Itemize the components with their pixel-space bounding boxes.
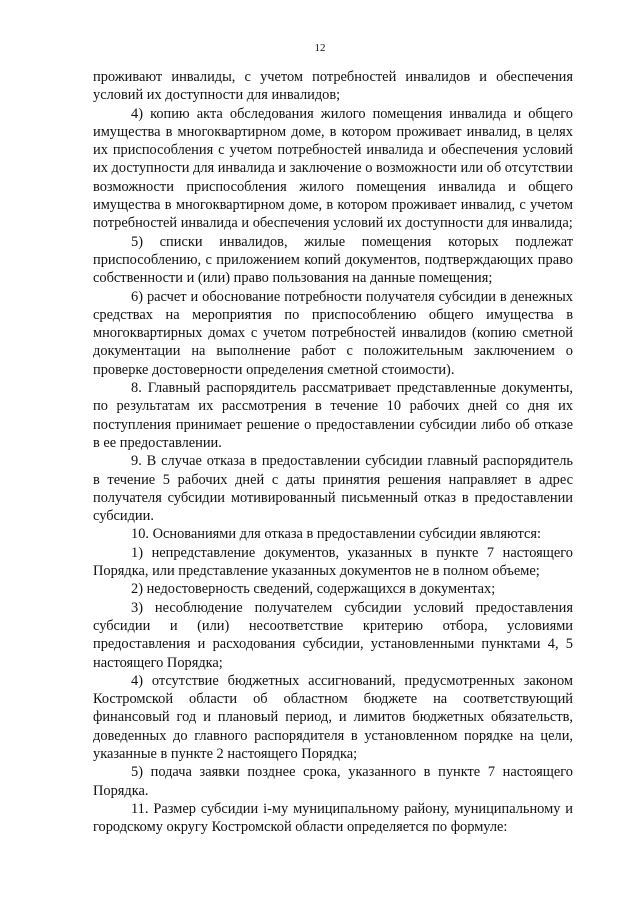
paragraph-item-6: 6) расчет и обоснование потребности получателя субсидии в денежных средствах на мероприятия по приспособлению общего имущества в многоквартирных домах с учетом потребностей инвалидов (копию сметной документации на выполнение работ с положительным заключением о проверке достоверности определения сметной стоимости). [93, 288, 573, 378]
paragraph-item-5: 5) списки инвалидов, жилые помещения которых подлежат приспособлению, с приложением копий документов, подтверждающих право собственности и (или) право пользования на данные помещения; [93, 233, 573, 287]
paragraph-ground-3: 3) несоблюдение получателем субсидии условий предоставления субсидии и (или) несоответствие критерию отбора, условиями предоставления и расходования субсидии, установленными пунктами 4, 5 настоящего Порядка; [93, 599, 573, 671]
paragraph-clause-11: 11. Размер субсидии i-му муниципальному району, муниципальному и городскому округу Костромской области определяется по формуле: [93, 800, 573, 836]
paragraph-ground-1: 1) непредставление документов, указанных в пункте 7 настоящего Порядка, или представление указанных документов не в полном объеме; [93, 544, 573, 580]
paragraph-clause-8: 8. Главный распорядитель рассматривает представленные документы, по результатам их рассмотрения в течение 10 рабочих дней со дня их поступления принимает решение о предоставлении субсидии либо об отказе в ее предоставлении. [93, 380, 573, 451]
paragraph-item-4: 4) копию акта обследования жилого помещения инвалида и общего имущества в многоквартирном доме, в котором проживает инвалид, в целях их приспособления с учетом потребностей инвалида и обеспечения условий их доступности для инвалида и заключение о возможности или об отсутствии возможности приспособления жилого помещения инвалида и общего имущества в многоквартирном доме, в котором проживает инвалид, с учетом потребностей инвалида и обеспечения условий их доступности для инвалида; [93, 105, 573, 232]
paragraph-ground-2: 2) недостоверность сведений, содержащихся в документах; [131, 581, 496, 598]
paragraph-ground-4: 4) отсутствие бюджетных ассигнований, предусмотренных законом Костромской области об областном бюджете на соответствующий финансовый год и плановый период, и лимитов бюджетных обязательств, доведенных до главного распорядителя в установленном порядке на цели, указанные в пункте 2 настоящего Порядка; [93, 672, 573, 762]
page-number: 12 [314, 42, 326, 54]
document-body [93, 68, 573, 836]
paragraph-clause-10: 10. Основаниями для отказа в предоставлении субсидии являются: [131, 526, 541, 543]
paragraph-continuation: проживают инвалиды, с учетом потребностей инвалидов и обеспечения условий их доступности для инвалидов; [93, 69, 573, 104]
paragraph-ground-5: 5) подача заявки позднее срока, указанного в пункте 7 настоящего Порядка. [93, 764, 573, 799]
paragraph-clause-9: 9. В случае отказа в предоставлении субсидии главный распорядитель в течение 5 рабочих дней с даты принятия решения направляет в адрес получателя субсидии мотивированный письменный отказ в предоставлении субсидии. [93, 453, 573, 525]
